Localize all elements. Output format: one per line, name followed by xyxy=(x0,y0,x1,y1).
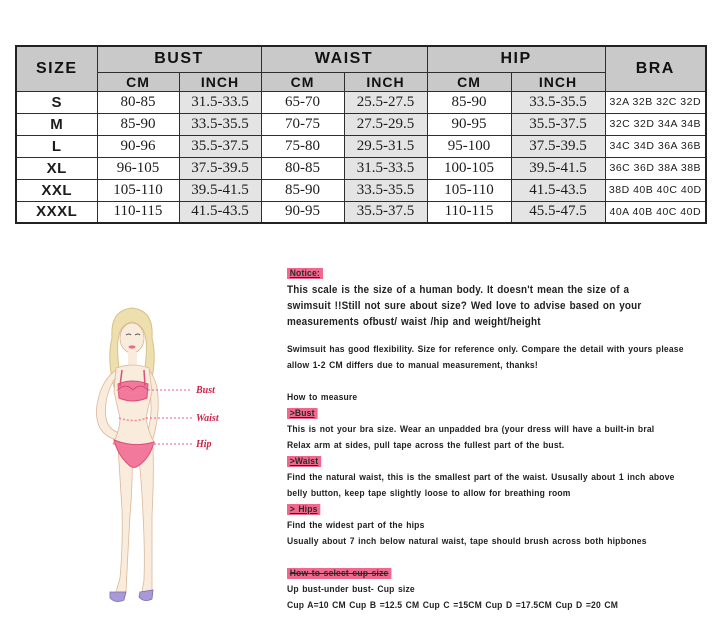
cup-text-line: Up bust-under bust- Cup size xyxy=(287,584,415,595)
cell-bust-inch: 37.5-39.5 xyxy=(179,157,261,179)
torso xyxy=(113,365,155,448)
cell-bust-cm: 80-85 xyxy=(97,91,179,113)
hip-label: Hip xyxy=(196,439,212,450)
cell-bust-cm: 96-105 xyxy=(97,157,179,179)
notice-text-line: swimsuit !!Still not sure about size? Wed love to advise based on your xyxy=(287,300,642,312)
notice-paragraph xyxy=(287,282,710,330)
cell-bust-cm: 110-115 xyxy=(97,201,179,223)
cell-size: S xyxy=(16,91,97,113)
cell-waist-inch: 35.5-37.5 xyxy=(344,201,427,223)
left-shoe xyxy=(110,592,126,602)
cell-waist-cm: 90-95 xyxy=(261,201,344,223)
cell-bust-cm: 105-110 xyxy=(97,179,179,201)
cell-hip-cm: 100-105 xyxy=(427,157,511,179)
cell-waist-inch: 33.5-35.5 xyxy=(344,179,427,201)
cell-hip-cm: 110-115 xyxy=(427,201,511,223)
subheader-waist-cm: CM xyxy=(261,72,344,91)
subheader-bust-inch: INCH xyxy=(179,72,261,91)
size-chart-table xyxy=(15,45,707,224)
subheader-hip-inch: INCH xyxy=(511,72,605,91)
cell-bust-inch: 41.5-43.5 xyxy=(179,201,261,223)
notice-heading: Notice: xyxy=(287,268,323,279)
figure-illustration xyxy=(60,300,280,630)
cell-waist-inch: 25.5-27.5 xyxy=(344,91,427,113)
left-leg xyxy=(116,446,132,592)
cell-bra: 36C 36D 38A 38B xyxy=(605,157,706,179)
cell-bra: 32C 32D 34A 34B xyxy=(605,113,706,135)
right-leg xyxy=(138,448,153,592)
cell-bra: 40A 40B 40C 40D xyxy=(605,201,706,223)
cell-size: L xyxy=(16,135,97,157)
subheader-hip-cm: CM xyxy=(427,72,511,91)
cell-bust-inch: 39.5-41.5 xyxy=(179,179,261,201)
cell-size: XL xyxy=(16,157,97,179)
cell-waist-inch: 29.5-31.5 xyxy=(344,135,427,157)
cell-size: XXL xyxy=(16,179,97,201)
cell-bust-inch: 35.5-37.5 xyxy=(179,135,261,157)
table-row-xl xyxy=(16,157,706,179)
table-row-s xyxy=(16,91,706,113)
lips xyxy=(129,345,136,348)
hips-text-line: Find the widest part of the hips xyxy=(287,520,425,531)
cell-bust-cm: 85-90 xyxy=(97,113,179,135)
bust-text-line: This is not your bra size. Wear an unpadded bra (your dress will have a built-in bral xyxy=(287,424,655,435)
cell-waist-cm: 85-90 xyxy=(261,179,344,201)
col-header-hip: HIP xyxy=(427,46,605,72)
cell-hip-inch: 39.5-41.5 xyxy=(511,157,605,179)
col-header-waist: WAIST xyxy=(261,46,427,72)
waist-tag: >Waist xyxy=(287,456,321,467)
table-row-m xyxy=(16,113,706,135)
cell-hip-inch: 45.5-47.5 xyxy=(511,201,605,223)
bust-tag: >Bust xyxy=(287,408,317,419)
cell-hip-inch: 41.5-43.5 xyxy=(511,179,605,201)
hips-text-line: Usually about 7 inch below natural waist, tape should brush across both hipbones xyxy=(287,536,647,547)
flex-text-line: Swimsuit has good flexibility. Size for reference only. Compare the detail with yours please xyxy=(287,344,684,355)
flexibility-paragraph xyxy=(287,342,710,374)
cell-hip-cm: 90-95 xyxy=(427,113,511,135)
cup-size-heading: How to select cup size xyxy=(287,568,391,579)
bust-text-line: Relax arm at sides, pull tape across the fullest part of the bust. xyxy=(287,440,565,451)
cell-bra: 34C 34D 36A 36B xyxy=(605,135,706,157)
notice-text-line: measurements ofbust/ waist /hip and weight/height xyxy=(287,316,541,328)
waist-text-line: Find the natural waist, this is the smallest part of the waist. Ususally about 1 inch above xyxy=(287,472,675,483)
cell-hip-cm: 95-100 xyxy=(427,135,511,157)
subheader-waist-inch: INCH xyxy=(344,72,427,91)
col-header-size: SIZE xyxy=(16,46,97,91)
cell-bust-inch: 33.5-35.5 xyxy=(179,113,261,135)
col-header-bra: BRA xyxy=(605,46,706,91)
cell-waist-cm: 65-70 xyxy=(261,91,344,113)
cup-size-section xyxy=(287,566,710,614)
cell-hip-inch: 37.5-39.5 xyxy=(511,135,605,157)
cell-waist-inch: 31.5-33.5 xyxy=(344,157,427,179)
bikini-top xyxy=(118,381,148,401)
how-to-measure-heading: How to measure xyxy=(287,392,358,403)
notice-column xyxy=(287,266,710,614)
cell-waist-cm: 75-80 xyxy=(261,135,344,157)
cell-hip-cm: 85-90 xyxy=(427,91,511,113)
subheader-bust-cm: CM xyxy=(97,72,179,91)
cell-size: M xyxy=(16,113,97,135)
cell-bra: 32A 32B 32C 32D xyxy=(605,91,706,113)
cell-bust-inch: 31.5-33.5 xyxy=(179,91,261,113)
cup-text-line: Cup A=10 CM Cup B =12.5 CM Cup C =15CM Cup D =17.5CM Cup D =20 CM xyxy=(287,600,619,611)
notice-text-line: This scale is the size of a human body. It doesn't mean the size of a xyxy=(287,284,630,296)
neck xyxy=(128,352,137,366)
table-row-l xyxy=(16,135,706,157)
cell-waist-inch: 27.5-29.5 xyxy=(344,113,427,135)
cell-bust-cm: 90-96 xyxy=(97,135,179,157)
cell-hip-inch: 33.5-35.5 xyxy=(511,91,605,113)
bust-label: Bust xyxy=(196,385,215,396)
waist-label: Waist xyxy=(196,413,219,424)
cell-size: XXXL xyxy=(16,201,97,223)
cell-hip-inch: 35.5-37.5 xyxy=(511,113,605,135)
table-row-xxxl xyxy=(16,201,706,223)
waist-text-line: belly button, keep tape slightly loose to allow for breathing room xyxy=(287,488,571,499)
table-row-xxl xyxy=(16,179,706,201)
cell-waist-cm: 70-75 xyxy=(261,113,344,135)
flex-text-line: allow 1-2 CM differs due to manual measurement, thanks! xyxy=(287,360,538,371)
cell-bra: 38D 40B 40C 40D xyxy=(605,179,706,201)
cell-waist-cm: 80-85 xyxy=(261,157,344,179)
cell-hip-cm: 105-110 xyxy=(427,179,511,201)
col-header-bust: BUST xyxy=(97,46,261,72)
how-to-measure-section xyxy=(287,390,710,550)
right-shoe xyxy=(139,590,153,601)
hips-tag: > Hips xyxy=(287,504,320,515)
